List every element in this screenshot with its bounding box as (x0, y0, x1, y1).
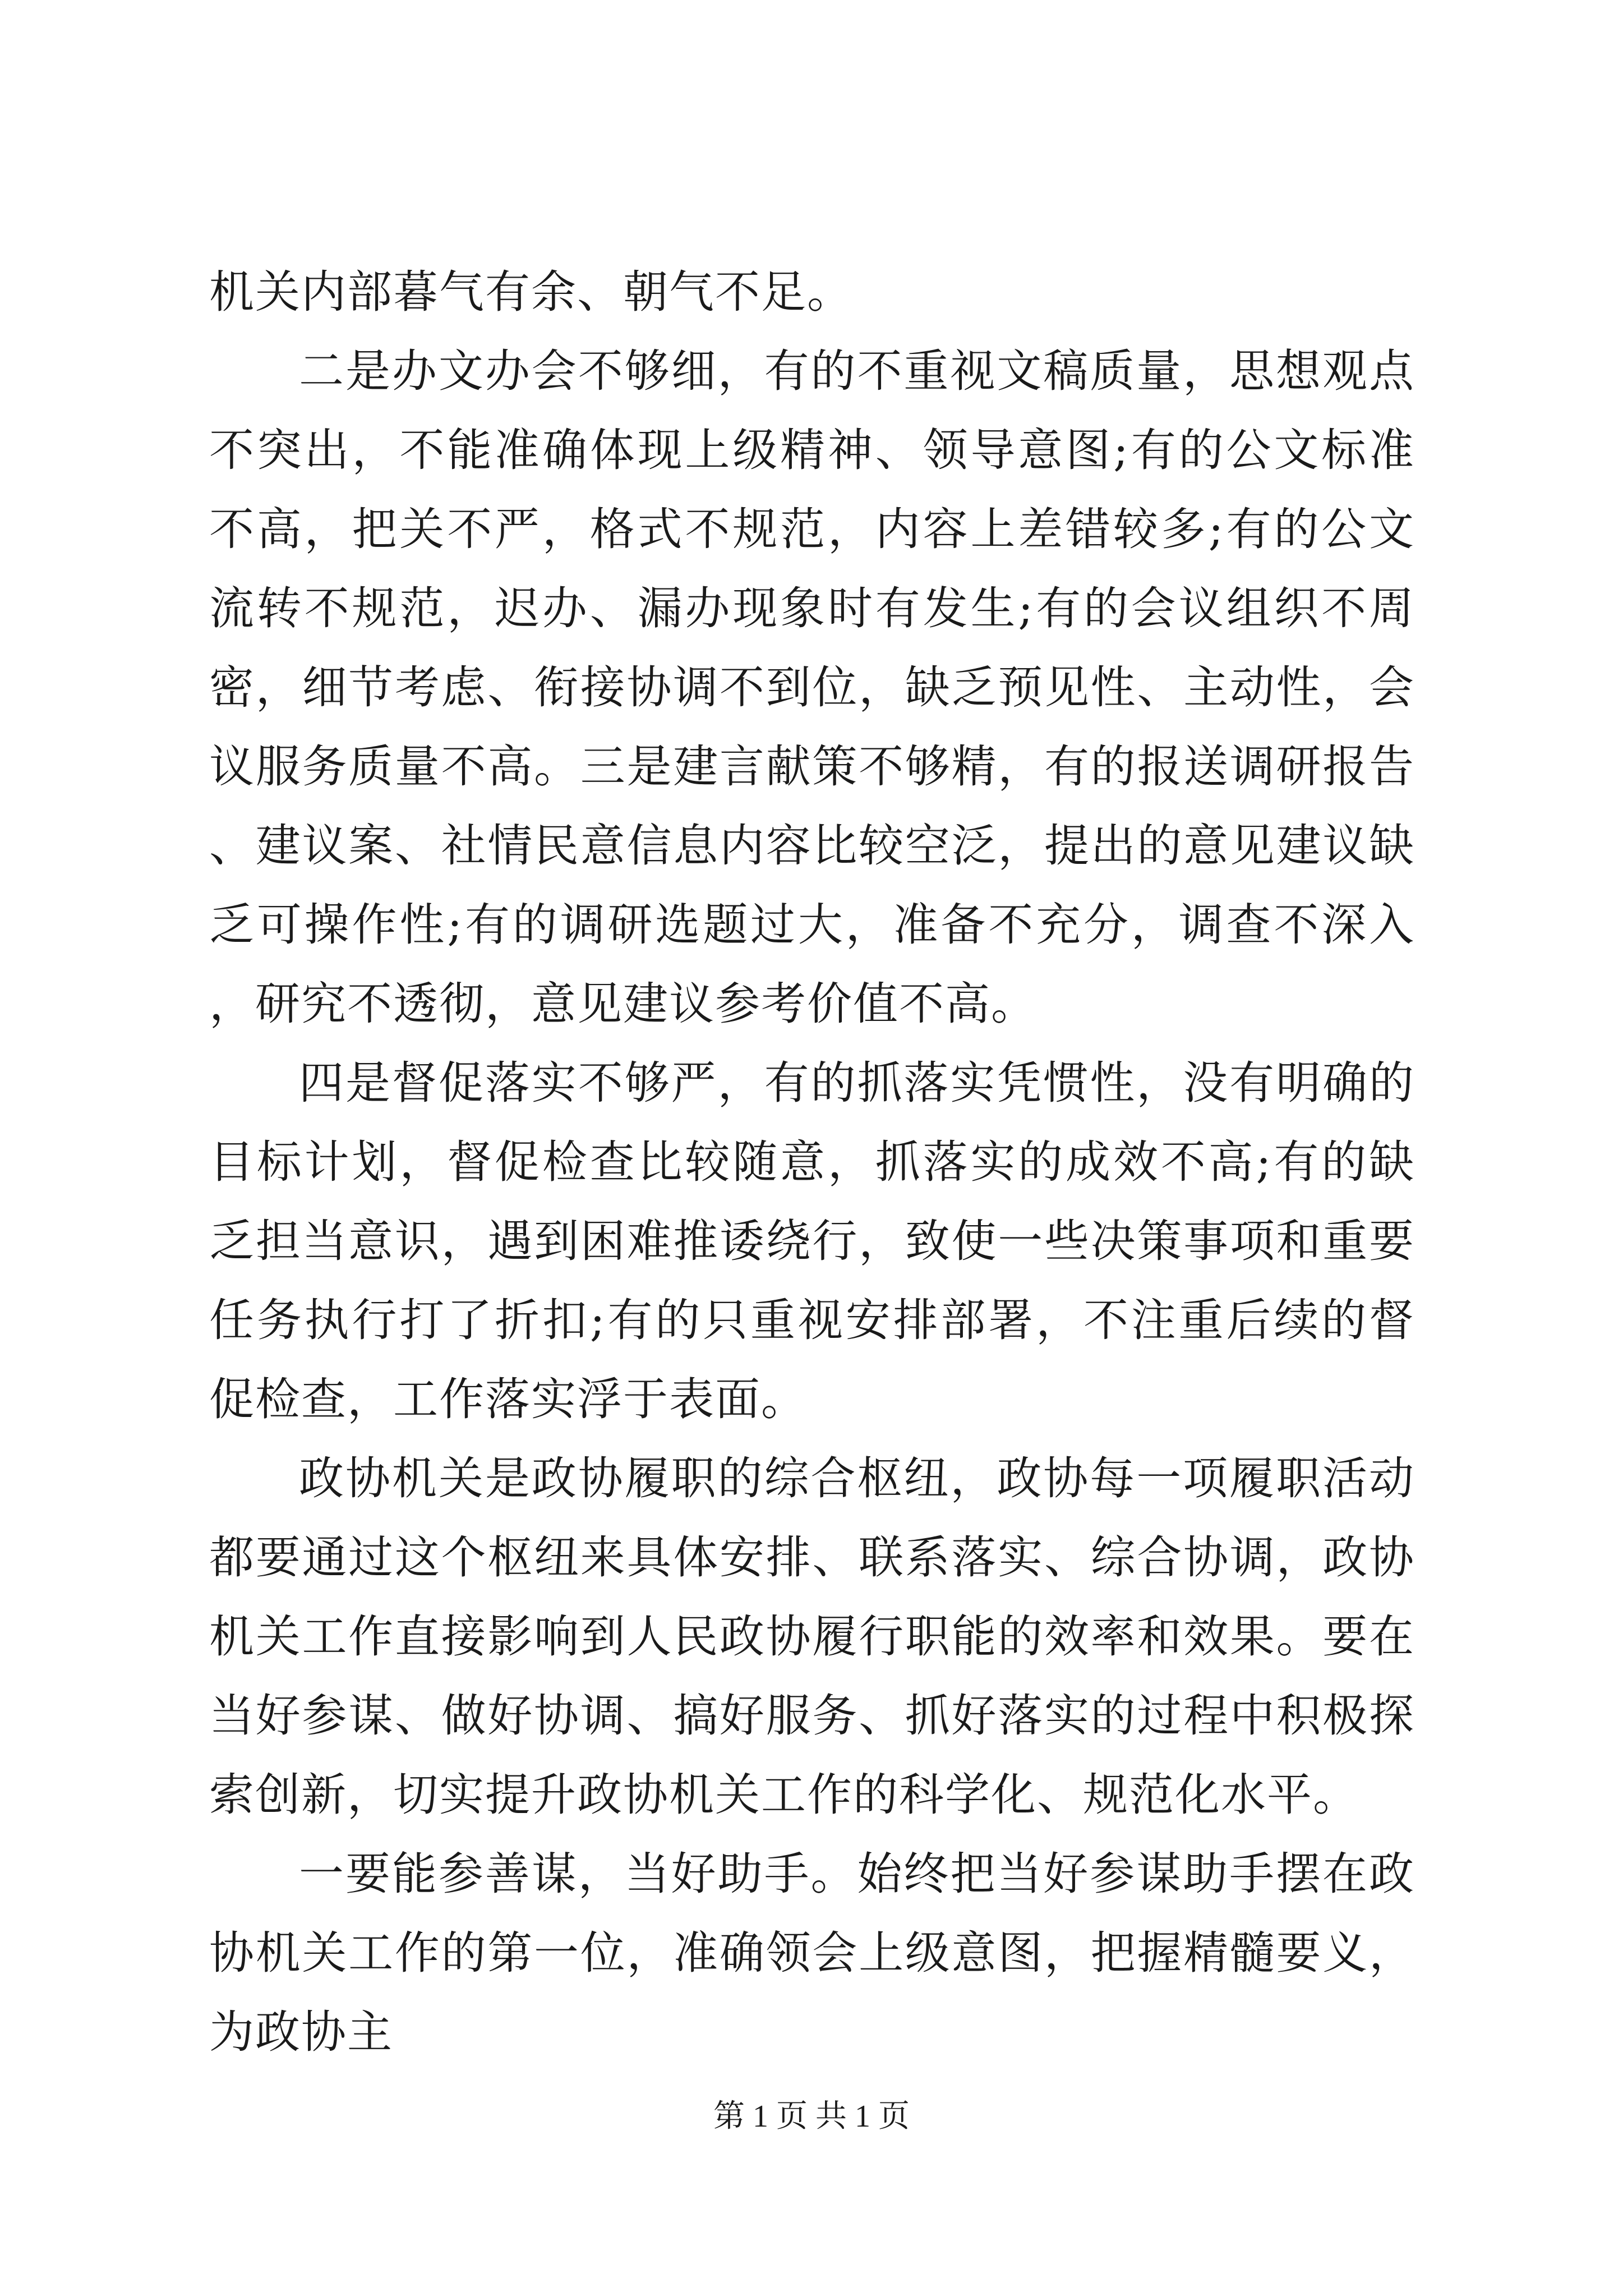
paragraph-implementation-issues: 四是督促落实不够严，有的抓落实凭惯性，没有明确的目标计划，督促检查比较随意，抓落实的成效不高;有的缺乏担当意识，遇到困难推诿绕行，致使一些决策事项和重要任务执行打了折扣;有的只重视安排部署，不注重后续的督促检查，工作落实浮于表面。 (209, 1057, 1415, 1425)
document-body (209, 252, 1415, 2072)
paragraph-cppcc-hub: 政协机关是政协履职的综合枢纽，政协每一项履职活动都要通过这个枢纽来具体安排、联系落实、综合协调，政协机关工作直接影响到人民政协履行职能的效率和效果。要在当好参谋、做好协调、搞好服务、抓好落实的过程中积极探索创新，切实提升政协机关工作的科学化、规范化水平。 (209, 1452, 1415, 1821)
page-footer: 第 1 页 共 1 页 (713, 2099, 910, 2134)
paragraph-office-work-issues: 二是办文办会不够细，有的不重视文稿质量，思想观点不突出，不能准确体现上级精神、领导意图;有的公文标准不高，把关不严，格式不规范，内容上差错较多;有的公文流转不规范，迟办、漏办现象时有发生;有的会议组织不周密，细节考虑、衔接协调不到位，缺乏预见性、主动性，会议服务质量不高。三是建言献策不够精，有的报送调研报告、建议案、社情民意信息内容比较空泛，提出的意见建议缺乏可操作性;有的调研选题过大，准备不充分，调查不深入，研究不透彻，意见建议参考价值不高。 (209, 345, 1415, 1030)
paragraph-continuation: 机关内部暮气有余、朝气不足。 (209, 266, 853, 318)
paragraph-advisor-role: 一要能参善谋，当好助手。始终把当好参谋助手摆在政协机关工作的第一位，准确领会上级意图，把握精髓要义，为政协主 (209, 1848, 1415, 2058)
